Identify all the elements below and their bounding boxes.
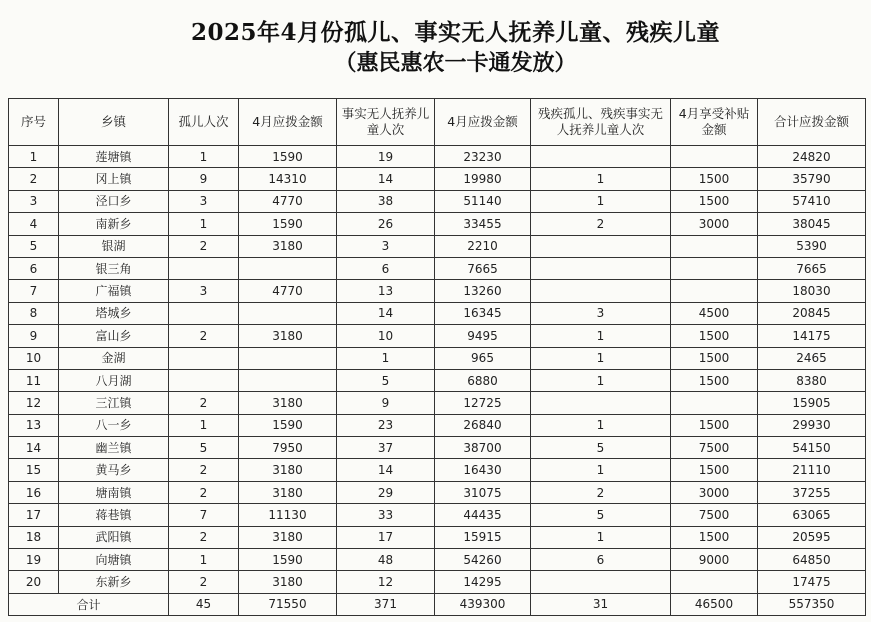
cell-town: 泾口乡 <box>59 190 169 212</box>
cell-unsupported-count: 9 <box>337 392 435 414</box>
cell-unsupported-count: 26 <box>337 213 435 235</box>
table-row <box>9 235 866 257</box>
cell-seq: 17 <box>9 504 59 526</box>
table-row <box>9 280 866 302</box>
cell-orphan-amount: 3180 <box>239 526 337 548</box>
cell-disabled-amount: 7500 <box>671 437 758 459</box>
cell-unsupported-amount: 14295 <box>435 571 531 593</box>
cell-orphan-count: 2 <box>169 481 239 503</box>
header-town: 乡镇 <box>59 99 169 146</box>
cell-disabled-amount: 1500 <box>671 369 758 391</box>
cell-orphan-count: 1 <box>169 414 239 436</box>
cell-orphan-count: 2 <box>169 526 239 548</box>
table-row <box>9 459 866 481</box>
cell-disabled-amount: 9000 <box>671 549 758 571</box>
cell-orphan-amount: 3180 <box>239 571 337 593</box>
cell-orphan-count: 2 <box>169 235 239 257</box>
cell-total-amount: 29930 <box>758 414 866 436</box>
cell-disabled-count <box>531 146 671 168</box>
cell-unsupported-amount: 15915 <box>435 526 531 548</box>
table-row <box>9 213 866 235</box>
cell-unsupported-amount: 2210 <box>435 235 531 257</box>
cell-orphan-amount: 3180 <box>239 481 337 503</box>
cell-unsupported-count: 48 <box>337 549 435 571</box>
cell-seq: 6 <box>9 257 59 279</box>
cell-town: 八一乡 <box>59 414 169 436</box>
total-orphan-amount: 71550 <box>239 593 337 615</box>
table-row <box>9 504 866 526</box>
table-row <box>9 302 866 324</box>
cell-unsupported-amount: 965 <box>435 347 531 369</box>
cell-orphan-amount: 14310 <box>239 168 337 190</box>
cell-unsupported-count: 10 <box>337 325 435 347</box>
cell-seq: 19 <box>9 549 59 571</box>
header-orphan-count: 孤儿人次 <box>169 99 239 146</box>
cell-unsupported-count: 3 <box>337 235 435 257</box>
cell-disabled-count <box>531 392 671 414</box>
table-row <box>9 190 866 212</box>
cell-total-amount: 37255 <box>758 481 866 503</box>
cell-town: 黄马乡 <box>59 459 169 481</box>
cell-disabled-amount: 1500 <box>671 168 758 190</box>
cell-disabled-count <box>531 280 671 302</box>
cell-orphan-amount: 1590 <box>239 549 337 571</box>
cell-disabled-count: 2 <box>531 481 671 503</box>
cell-total-amount: 24820 <box>758 146 866 168</box>
cell-town: 银三角 <box>59 257 169 279</box>
cell-unsupported-amount: 6880 <box>435 369 531 391</box>
header-disabled-amount-label: 4月享受补贴金额 <box>678 106 750 137</box>
header-disabled-amount <box>671 99 758 146</box>
cell-disabled-amount: 3000 <box>671 481 758 503</box>
total-unsupported-amount: 439300 <box>435 593 531 615</box>
cell-total-amount: 14175 <box>758 325 866 347</box>
total-disabled-count: 31 <box>531 593 671 615</box>
cell-orphan-count: 7 <box>169 504 239 526</box>
cell-disabled-count: 1 <box>531 190 671 212</box>
cell-unsupported-count: 37 <box>337 437 435 459</box>
cell-orphan-amount: 11130 <box>239 504 337 526</box>
cell-disabled-amount: 4500 <box>671 302 758 324</box>
cell-orphan-amount: 4770 <box>239 190 337 212</box>
cell-disabled-count <box>531 571 671 593</box>
header-disabled-count-label: 残疾孤儿、残疾事实无人抚养儿童人次 <box>537 106 663 137</box>
cell-town: 武阳镇 <box>59 526 169 548</box>
cell-orphan-amount: 1590 <box>239 414 337 436</box>
cell-seq: 9 <box>9 325 59 347</box>
cell-seq: 18 <box>9 526 59 548</box>
cell-town: 塘南镇 <box>59 481 169 503</box>
table-row <box>9 347 866 369</box>
document-title: 2025年4月份孤儿、事实无人抚养儿童、残疾儿童 <box>190 19 721 46</box>
header-unsupported-count-label: 事实无人抚养儿童人次 <box>341 106 430 137</box>
table-row <box>9 414 866 436</box>
cell-orphan-amount: 1590 <box>239 146 337 168</box>
cell-seq: 12 <box>9 392 59 414</box>
header-total-amount: 合计应拨金额 <box>758 99 866 146</box>
cell-unsupported-amount: 19980 <box>435 168 531 190</box>
cell-orphan-amount: 1590 <box>239 213 337 235</box>
total-label: 合计 <box>9 593 169 615</box>
cell-total-amount: 18030 <box>758 280 866 302</box>
cell-unsupported-count: 12 <box>337 571 435 593</box>
table-row <box>9 168 866 190</box>
cell-unsupported-amount: 44435 <box>435 504 531 526</box>
document-header <box>0 18 871 78</box>
cell-total-amount: 38045 <box>758 213 866 235</box>
table-row <box>9 526 866 548</box>
header-unsupported-amount: 4月应拨金额 <box>435 99 531 146</box>
cell-total-amount: 8380 <box>758 369 866 391</box>
cell-unsupported-count: 23 <box>337 414 435 436</box>
table-row <box>9 549 866 571</box>
cell-town: 八月湖 <box>59 369 169 391</box>
total-total-amount: 557350 <box>758 593 866 615</box>
table-row <box>9 481 866 503</box>
cell-disabled-amount: 1500 <box>671 325 758 347</box>
table-row <box>9 571 866 593</box>
table-body <box>9 146 866 594</box>
cell-orphan-count <box>169 369 239 391</box>
cell-unsupported-count: 14 <box>337 302 435 324</box>
cell-total-amount: 5390 <box>758 235 866 257</box>
cell-orphan-count: 2 <box>169 392 239 414</box>
header-orphan-amount: 4月应拨金额 <box>239 99 337 146</box>
cell-seq: 7 <box>9 280 59 302</box>
cell-unsupported-amount: 12725 <box>435 392 531 414</box>
cell-disabled-count: 6 <box>531 549 671 571</box>
cell-orphan-count: 2 <box>169 459 239 481</box>
cell-town: 金湖 <box>59 347 169 369</box>
cell-total-amount: 17475 <box>758 571 866 593</box>
cell-unsupported-count: 17 <box>337 526 435 548</box>
cell-town: 蒋巷镇 <box>59 504 169 526</box>
cell-total-amount: 20595 <box>758 526 866 548</box>
cell-disabled-count <box>531 257 671 279</box>
cell-disabled-count: 5 <box>531 504 671 526</box>
cell-unsupported-amount: 23230 <box>435 146 531 168</box>
cell-unsupported-amount: 13260 <box>435 280 531 302</box>
cell-town: 塔城乡 <box>59 302 169 324</box>
cell-unsupported-amount: 26840 <box>435 414 531 436</box>
cell-disabled-count: 1 <box>531 414 671 436</box>
table-row <box>9 392 866 414</box>
cell-disabled-count: 2 <box>531 213 671 235</box>
cell-unsupported-amount: 9495 <box>435 325 531 347</box>
table-header-row <box>9 99 866 146</box>
total-row <box>9 593 866 615</box>
cell-orphan-amount <box>239 257 337 279</box>
cell-orphan-count: 1 <box>169 146 239 168</box>
cell-orphan-count: 9 <box>169 168 239 190</box>
cell-disabled-amount <box>671 235 758 257</box>
cell-unsupported-amount: 54260 <box>435 549 531 571</box>
cell-disabled-count: 1 <box>531 347 671 369</box>
document-subtitle: （惠民惠农一卡通发放） <box>334 50 577 76</box>
cell-seq: 16 <box>9 481 59 503</box>
cell-seq: 13 <box>9 414 59 436</box>
cell-disabled-count: 5 <box>531 437 671 459</box>
cell-seq: 15 <box>9 459 59 481</box>
cell-unsupported-count: 33 <box>337 504 435 526</box>
cell-seq: 11 <box>9 369 59 391</box>
cell-unsupported-amount: 31075 <box>435 481 531 503</box>
cell-seq: 1 <box>9 146 59 168</box>
cell-disabled-amount: 1500 <box>671 347 758 369</box>
cell-orphan-amount: 7950 <box>239 437 337 459</box>
cell-orphan-count: 2 <box>169 571 239 593</box>
cell-orphan-amount: 3180 <box>239 325 337 347</box>
cell-town: 南新乡 <box>59 213 169 235</box>
cell-seq: 14 <box>9 437 59 459</box>
cell-unsupported-count: 6 <box>337 257 435 279</box>
cell-orphan-amount: 3180 <box>239 235 337 257</box>
cell-disabled-amount: 3000 <box>671 213 758 235</box>
cell-unsupported-count: 13 <box>337 280 435 302</box>
cell-orphan-amount <box>239 369 337 391</box>
cell-unsupported-count: 1 <box>337 347 435 369</box>
cell-town: 东新乡 <box>59 571 169 593</box>
cell-seq: 3 <box>9 190 59 212</box>
cell-unsupported-count: 29 <box>337 481 435 503</box>
cell-disabled-count: 1 <box>531 168 671 190</box>
cell-orphan-amount: 3180 <box>239 459 337 481</box>
cell-orphan-amount: 3180 <box>239 392 337 414</box>
cell-unsupported-count: 38 <box>337 190 435 212</box>
cell-seq: 10 <box>9 347 59 369</box>
cell-town: 冈上镇 <box>59 168 169 190</box>
cell-disabled-amount <box>671 257 758 279</box>
cell-unsupported-amount: 33455 <box>435 213 531 235</box>
cell-disabled-count: 1 <box>531 369 671 391</box>
cell-orphan-count: 3 <box>169 190 239 212</box>
cell-disabled-amount: 1500 <box>671 459 758 481</box>
cell-orphan-amount: 4770 <box>239 280 337 302</box>
cell-unsupported-amount: 51140 <box>435 190 531 212</box>
table-row <box>9 257 866 279</box>
cell-town: 三江镇 <box>59 392 169 414</box>
cell-orphan-count: 2 <box>169 325 239 347</box>
header-seq: 序号 <box>9 99 59 146</box>
cell-town: 莲塘镇 <box>59 146 169 168</box>
table-row <box>9 325 866 347</box>
cell-seq: 2 <box>9 168 59 190</box>
cell-orphan-count <box>169 257 239 279</box>
cell-disabled-amount <box>671 280 758 302</box>
cell-disabled-amount: 1500 <box>671 414 758 436</box>
cell-town: 银湖 <box>59 235 169 257</box>
header-unsupported-count <box>337 99 435 146</box>
cell-seq: 20 <box>9 571 59 593</box>
table-row <box>9 437 866 459</box>
cell-town: 向塘镇 <box>59 549 169 571</box>
cell-disabled-amount <box>671 571 758 593</box>
cell-disabled-count <box>531 235 671 257</box>
cell-total-amount: 15905 <box>758 392 866 414</box>
cell-unsupported-count: 14 <box>337 459 435 481</box>
cell-orphan-count <box>169 347 239 369</box>
cell-total-amount: 57410 <box>758 190 866 212</box>
cell-disabled-amount: 1500 <box>671 526 758 548</box>
table-row <box>9 369 866 391</box>
cell-disabled-count: 1 <box>531 459 671 481</box>
cell-unsupported-amount: 7665 <box>435 257 531 279</box>
cell-total-amount: 20845 <box>758 302 866 324</box>
cell-unsupported-count: 14 <box>337 168 435 190</box>
table-row <box>9 146 866 168</box>
cell-disabled-count: 1 <box>531 526 671 548</box>
total-disabled-amount: 46500 <box>671 593 758 615</box>
cell-total-amount: 64850 <box>758 549 866 571</box>
header-disabled-count <box>531 99 671 146</box>
cell-orphan-amount <box>239 347 337 369</box>
cell-orphan-count: 3 <box>169 280 239 302</box>
cell-town: 广福镇 <box>59 280 169 302</box>
cell-orphan-count <box>169 302 239 324</box>
allowance-table <box>8 98 866 616</box>
cell-orphan-count: 1 <box>169 213 239 235</box>
cell-orphan-count: 1 <box>169 549 239 571</box>
cell-unsupported-count: 5 <box>337 369 435 391</box>
cell-disabled-amount: 1500 <box>671 190 758 212</box>
cell-town: 富山乡 <box>59 325 169 347</box>
cell-unsupported-amount: 38700 <box>435 437 531 459</box>
cell-total-amount: 35790 <box>758 168 866 190</box>
cell-total-amount: 2465 <box>758 347 866 369</box>
cell-disabled-count: 1 <box>531 325 671 347</box>
total-orphan-count: 45 <box>169 593 239 615</box>
cell-disabled-amount <box>671 146 758 168</box>
cell-seq: 4 <box>9 213 59 235</box>
cell-seq: 8 <box>9 302 59 324</box>
cell-unsupported-amount: 16345 <box>435 302 531 324</box>
cell-unsupported-count: 19 <box>337 146 435 168</box>
cell-unsupported-amount: 16430 <box>435 459 531 481</box>
cell-disabled-count: 3 <box>531 302 671 324</box>
cell-total-amount: 7665 <box>758 257 866 279</box>
total-unsupported-count: 371 <box>337 593 435 615</box>
cell-orphan-amount <box>239 302 337 324</box>
cell-disabled-amount <box>671 392 758 414</box>
cell-total-amount: 21110 <box>758 459 866 481</box>
cell-total-amount: 54150 <box>758 437 866 459</box>
cell-seq: 5 <box>9 235 59 257</box>
cell-disabled-amount: 7500 <box>671 504 758 526</box>
cell-total-amount: 63065 <box>758 504 866 526</box>
cell-orphan-count: 5 <box>169 437 239 459</box>
cell-town: 幽兰镇 <box>59 437 169 459</box>
